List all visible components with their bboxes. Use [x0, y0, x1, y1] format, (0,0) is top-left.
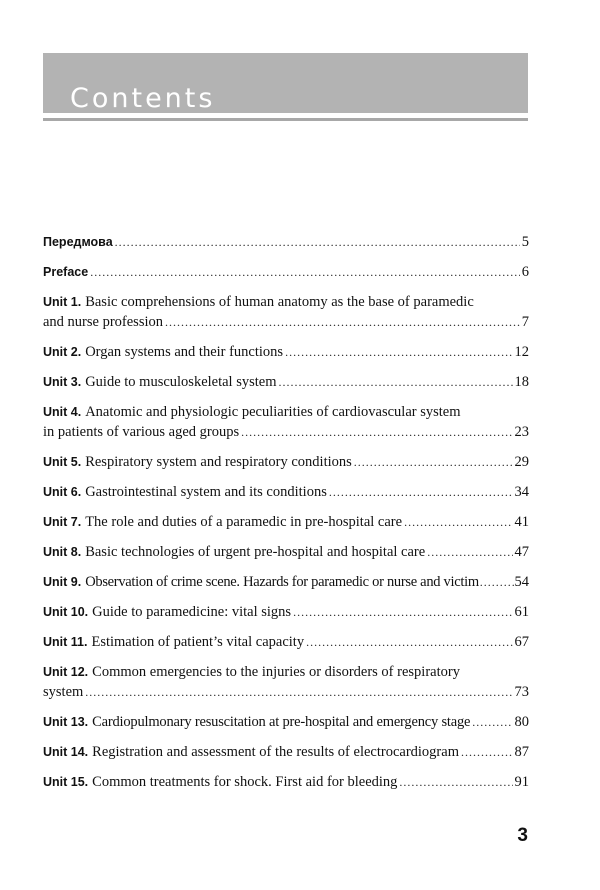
toc-page-number: 18: [514, 374, 529, 390]
toc-entry-label: Unit 7.: [43, 515, 82, 529]
toc-page-number: 6: [521, 264, 529, 280]
toc-entry-label: Unit 2.: [43, 345, 82, 359]
toc-entry-unit-11[interactable]: [43, 632, 529, 652]
toc-entry-label: Unit 5.: [43, 455, 82, 469]
dot-leader: [285, 342, 512, 362]
toc-entry-unit-9[interactable]: [43, 572, 529, 592]
toc-page-number: 67: [514, 634, 529, 650]
toc-entry-title: Basic comprehensions of human anatomy as the base of paramedic: [85, 294, 474, 310]
toc-entry-label: Unit 15.: [43, 775, 89, 789]
dot-leader: [85, 682, 512, 702]
toc-page-number: 29: [514, 454, 529, 470]
toc-entry-label: Unit 12.: [43, 665, 89, 679]
toc-entry-label: Unit 10.: [43, 605, 89, 619]
toc-entry-title: system: [43, 684, 84, 700]
dot-leader: [115, 232, 520, 252]
toc-entry-unit-6[interactable]: [43, 482, 529, 502]
toc-entry-unit-2[interactable]: [43, 342, 529, 362]
toc-entry-title: Guide to paramedicine: vital signs: [92, 604, 292, 620]
toc-entry-label: Unit 9.: [43, 575, 82, 589]
dot-leader: [404, 512, 512, 532]
dot-leader: [472, 712, 512, 732]
toc-entry-unit-5[interactable]: [43, 452, 529, 472]
toc-entry-title: Anatomic and physiologic peculiarities of cardiovascular system: [85, 404, 461, 420]
toc-entry-unit-8[interactable]: [43, 542, 529, 562]
toc-entry-label: Unit 13.: [43, 715, 89, 729]
dot-leader: [461, 742, 513, 762]
toc-entry-label: Unit 6.: [43, 485, 82, 499]
toc-entry-title: Basic technologies of urgent pre-hospital and hospital care: [85, 544, 426, 560]
toc-entry-title: Estimation of patient’s vital capacity: [91, 634, 305, 650]
dot-leader: [241, 422, 512, 442]
toc-entry-unit-14[interactable]: [43, 742, 529, 762]
toc-page-number: 61: [514, 604, 529, 620]
toc-entry-label: Unit 4.: [43, 405, 82, 419]
toc-entry-label: Unit 1.: [43, 295, 82, 309]
toc-entry-unit-1[interactable]: [43, 292, 529, 332]
toc-entry-label: Unit 11.: [43, 635, 88, 649]
dot-leader: [354, 452, 513, 472]
toc-page-number: 7: [521, 314, 529, 330]
toc-entry-label: Unit 3.: [43, 375, 82, 389]
toc-entry-title: Respiratory system and respiratory conditions: [85, 454, 352, 470]
dot-leader: [480, 572, 514, 592]
toc-entry-unit-12[interactable]: [43, 662, 529, 702]
toc-page-number: 80: [514, 714, 529, 730]
toc-entry-title: and nurse profession: [43, 314, 164, 330]
page-number: 3: [517, 825, 528, 846]
dot-leader: [306, 632, 512, 652]
toc-entry-title: Organ systems and their functions: [85, 344, 284, 360]
toc-page-number: 91: [514, 774, 529, 790]
toc-entry-label: Unit 8.: [43, 545, 82, 559]
toc-entry-title: Common treatments for shock. First aid for bleeding: [92, 774, 398, 790]
toc-page-number: 12: [514, 344, 529, 360]
toc-entry-unit-3[interactable]: [43, 372, 529, 392]
dot-leader: [293, 602, 512, 622]
toc-entry-title: The role and duties of a paramedic in pre-hospital care: [85, 514, 403, 530]
toc-entry-peredmova[interactable]: [43, 232, 529, 252]
toc-entry-label: Preface: [43, 265, 89, 279]
toc-entry-label: Unit 14.: [43, 745, 89, 759]
toc-page-number: 23: [514, 424, 529, 440]
toc-entry-title: Cardiopulmonary resuscitation at pre-hospital and emergency stage: [92, 714, 471, 730]
toc-entry-title: Guide to musculoskeletal system: [85, 374, 277, 390]
toc-page-number: 34: [514, 484, 529, 500]
toc-entry-unit-4[interactable]: [43, 402, 529, 442]
toc-entry-unit-15[interactable]: [43, 772, 529, 792]
dot-leader: [279, 372, 513, 392]
toc-page-number: 41: [514, 514, 529, 530]
toc-page-number: 54: [514, 574, 529, 590]
dot-leader: [427, 542, 512, 562]
page-title: Contents: [70, 83, 216, 114]
toc-entry-preface[interactable]: [43, 262, 529, 282]
header-rule: [43, 118, 528, 121]
toc-page-number: 73: [514, 684, 529, 700]
toc-entry-title: Registration and assessment of the results of electrocardiogram: [92, 744, 459, 760]
toc-entry-title: Gastrointestinal system and its conditions: [85, 484, 327, 500]
toc-entry-title: Common emergencies to the injuries or disorders of respiratory: [92, 664, 460, 680]
toc-entry-unit-13[interactable]: [43, 712, 529, 732]
dot-leader: [329, 482, 513, 502]
toc-entry-unit-7[interactable]: [43, 512, 529, 532]
toc-entry-title: in patients of various aged groups: [43, 424, 240, 440]
toc-entry-label: Передмова: [43, 235, 113, 249]
dot-leader: [399, 772, 512, 792]
toc-page-number: 5: [521, 234, 529, 250]
dot-leader: [165, 312, 520, 332]
dot-leader: [90, 262, 520, 282]
toc-page-number: 87: [514, 744, 529, 760]
toc-page-number: 47: [514, 544, 529, 560]
toc-entry-title: Observation of crime scene. Hazards for paramedic or nurse and victim: [85, 574, 479, 590]
table-of-contents: [43, 232, 529, 802]
toc-entry-unit-10[interactable]: [43, 602, 529, 622]
